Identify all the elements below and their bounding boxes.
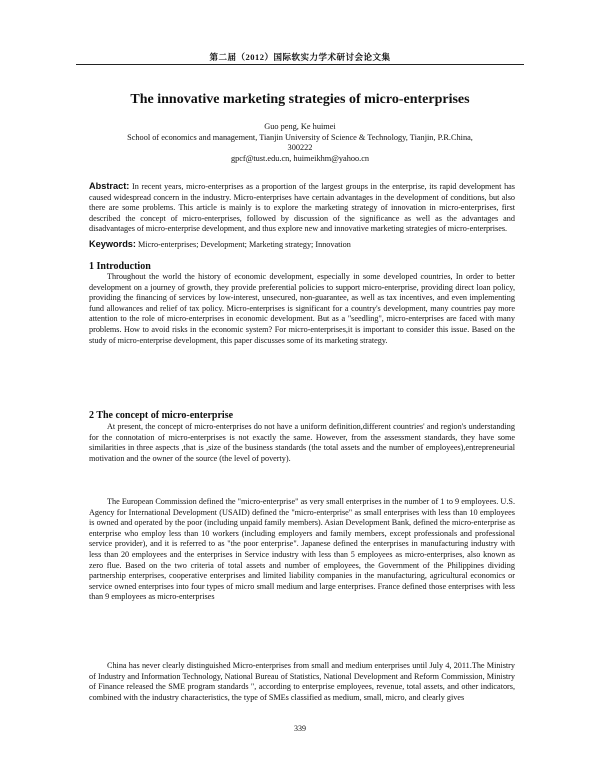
affiliation: School of economics and management, Tianjin University of Science & Technology, Tianjin, P.R.China, [127,133,473,142]
abstract-text: In recent years, micro-enterprises as a proportion of the largest groups in the enterprise, its rapid development has caused widespread concern in the industry. Micro-enterprises have certain advantages in the development of conditions, but also there are some problems. This article is mainly is to explore the marketing strategy of innovation in micro-enterprises, first described the concept of micro-enterprises, followed by discussion of the significance as well as the advantages and disadvantages of micro-enterprise development, and thus explore new and innovative marketing strategies of micro-enterprises. [89,182,515,234]
concept-paragraph-3: China has never clearly distinguished Micro-enterprises from small and medium enterprises until July 4, 2011.The Ministry of Industry and Information Technology, National Bureau of Statistics, National Development and Reform Commission, Ministry of Finance released the SME program standards ", according to enterprise employees, revenue, total assets, and other indicators, combined with the industry characteristics, the type of SMEs classified as medium, small, micro, and clearly gives [89,661,515,702]
running-header: 第二届（2012）国际软实力学术研讨会论文集 [209,52,391,62]
introduction-paragraph: Throughout the world the history of economic development, especially in some developed countries, In order to better development on a journey of growth, they provide preferential policies to support micro-enterprise, providing direct loan policy, providing the financing of services by low-interest, unsecured, non-guarantee, as well as tax incentives, and even implementing fund allowances and relief of tax policy. Micro-enterprises is significant for a country's development, many countries pay more attention to the role of micro-enterprises in economic development. But as a "seedling", micro-enterprises are faced with many problems. How to avoid risks in the economic system? For micro-enterprises,it is important to consider this issue. Based on the study of micro-enterprise development, this paper discusses some of its marketing strategy. [89,272,515,345]
abstract-label: Abstract: [89,181,130,191]
keywords-label: Keywords: [89,239,136,249]
authors: Guo peng, Ke huimei [264,122,336,131]
author-emails: gpcf@tust.edu.cn, huimeikhm@yahoo.cn [230,154,370,163]
page-number: 339 [294,724,306,733]
paper-title: The innovative marketing strategies of micro-enterprises [130,92,470,107]
keywords-text: Micro-enterprises; Development; Marketing strategy; Innovation [135,240,351,249]
section-heading-concept: 2 The concept of micro-enterprise [89,410,234,421]
section-heading-introduction: 1 Introduction [89,261,151,272]
concept-paragraph-2: The European Commission defined the "micro-enterprise" as very small enterprises in the number of 1 to 9 employees. U.S. Agency for International Development (USAID) defined the "micro-enterprise" as small enterprises with less than 10 employees is owned and operated by the poor (including unpaid family members). Asian Development Bank, defined the micro-enterprise as enterprise who employ less than 10 workers (including employers and family members, except professionals and professional service provider), and it is referred to as "the poor enterprise". Japanese defined the enterprises in manufacturing industry with less than 20 employees and the enterprises in Service industry with less than 5 employees as micro-enterprises, also known as zero flue. Based on the two criteria of total assets and number of employees, the Government of the Philippines dividing partnership enterprises, cooperative enterprises and limited liability companies in the manufacturing, agricultural economics or service owned enterprises into four types of micro small medium and large enterprises. France defined those enterprises with less than 9 employees as micro-enterprises [89,497,515,602]
abstract [89,181,515,235]
header-rule [76,64,524,65]
postcode: 300222 [287,143,313,152]
keywords [89,239,515,251]
concept-paragraph-1: At present, the concept of micro-enterprises do not have a uniform definition,different countries' and region's understanding for the connotation of micro-enterprises is not exactly the same. However, from the assessment standards, they have some similarities in three aspects ,that is ,size of the business standards (the total assets and the number of employees),entrepreneurial motivation and the owner of the source (the level of poverty). [89,422,515,463]
